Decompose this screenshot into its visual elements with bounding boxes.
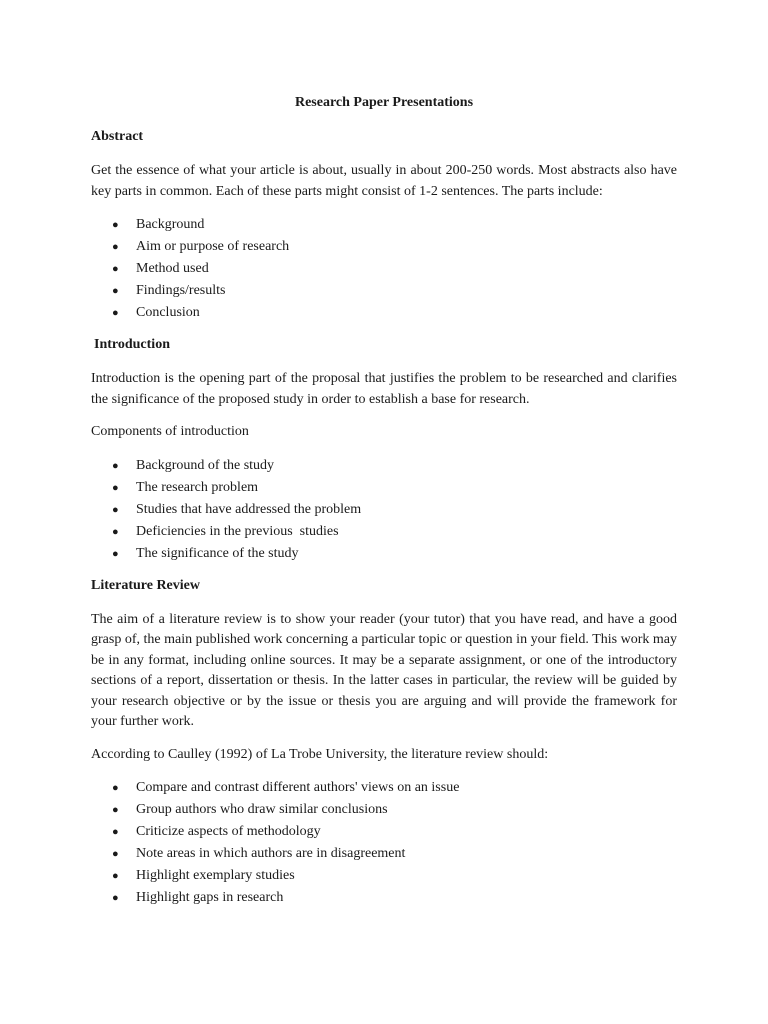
bullet-icon: ● [112,219,119,231]
bullet-icon: ● [112,525,119,538]
bullet-icon: ● [112,241,119,253]
list-item: ● Criticize aspects of methodology [91,821,677,843]
bullet-icon: ● [112,826,119,838]
literature-review-list [91,777,677,909]
bullet-icon: ● [112,804,119,816]
list-item: ● Deficiencies in the previous studies [91,521,677,543]
list-item: ● Aim or purpose of research [91,236,677,258]
introduction-heading: Introduction [94,337,170,352]
introduction-list [91,455,677,565]
list-item: ● Background of the study [91,455,677,477]
list-item: ● Highlight gaps in research [91,887,677,909]
bullet-icon: ● [112,503,119,516]
bullet-icon: ● [112,263,119,275]
bullet-icon: ● [112,870,119,882]
literature-review-paragraph: The aim of a literature review is to show your reader (your tutor) that you have read, and have a good grasp of, the main published work concerning a particular topic or question in your field. This work may be in any format, including online sources. It may be a separate assignment, or one of the introductory sections of a report, dissertation or thesis. In the latter cases in particular, the review will be guided by your research objective or by the issue or thesis you are arguing and will provide the framework for your further work. [91,611,677,729]
introduction-paragraph: Introduction is the opening part of the proposal that justifies the problem to be researched and clarifies the significance of the proposed study in order to establish a base for research. [91,371,677,407]
list-item: ● Group authors who draw similar conclusions [91,799,677,821]
abstract-list [91,214,677,324]
bullet-icon: ● [112,892,119,904]
according-text: According to Caulley (1992) of La Trobe University, the literature review should: [91,746,549,762]
literature-review-heading: Literature Review [91,577,200,593]
list-item: ● Conclusion [91,302,677,324]
list-item: ● The research problem [91,477,677,499]
list-item: ● Method used [91,258,677,280]
components-label: Components of introduction [91,424,249,439]
list-item: ● Note areas in which authors are in disagreement [91,843,677,865]
bullet-icon: ● [112,285,119,297]
bullet-icon: ● [112,459,119,472]
list-item: ● Background [91,214,677,236]
bullet-icon: ● [112,782,119,794]
bullet-icon: ● [112,481,119,494]
list-item: ● Compare and contrast different authors' views on an issue [91,777,677,799]
abstract-paragraph: Get the essence of what your article is about, usually in about 200-250 words. Most abstracts also have key parts in common. Each of these parts might consist of 1-2 sentences. The parts include: [91,163,677,199]
document-page [91,94,677,921]
bullet-icon: ● [112,547,119,560]
abstract-heading: Abstract [91,129,144,144]
list-item: ● Studies that have addressed the problem [91,499,677,521]
bullet-icon: ● [112,848,119,860]
list-item: ● The significance of the study [91,543,677,565]
list-item: ● Highlight exemplary studies [91,865,677,887]
bullet-icon: ● [112,307,119,319]
page-title: Research Paper Presentations [294,95,474,110]
list-item: ● Findings/results [91,280,677,302]
